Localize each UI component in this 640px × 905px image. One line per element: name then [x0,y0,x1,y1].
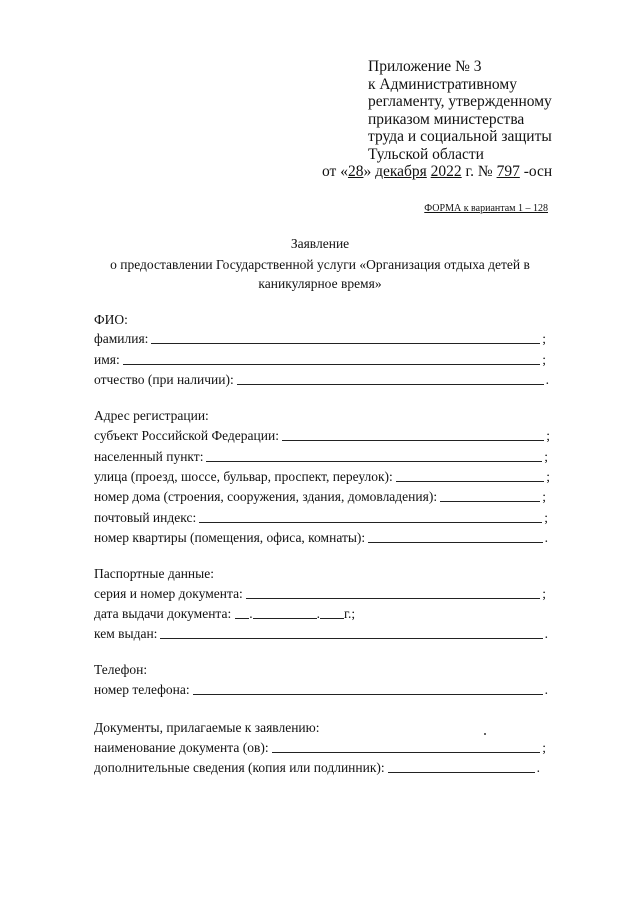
apartment-input-line[interactable] [368,530,542,543]
address-heading: Адрес регистрации: [94,408,209,423]
document-subtitle: о предоставлении Государственной услуги «Организация отдыха детей в [110,257,530,272]
patronymic-field[interactable]: отчество (при наличии): . [94,372,549,387]
order-reference: от «28» декабря 2022 г. № 797 -осн [322,163,553,180]
header-line: Тульской области [368,145,484,163]
documents-heading: Документы, прилагаемые к заявлению: [94,720,320,735]
apartment-field[interactable]: номер квартиры (помещения, офиса, комнаты): . [94,530,548,545]
region-field[interactable]: субъект Российской Федерации: ; [94,428,550,443]
issued-by-input-line[interactable] [160,626,542,639]
additional-info-input-line[interactable] [388,760,535,773]
name-field[interactable]: имя: ; [94,352,546,367]
phone-heading: Телефон: [94,662,148,677]
order-number: 797 [496,163,520,180]
surname-field[interactable]: фамилия: ; [94,331,546,346]
scan-dot [484,733,486,735]
locality-field[interactable]: населенный пункт: ; [94,449,548,464]
header-line: приказом министерства [368,110,525,128]
header-line: регламенту, утвержденному [368,93,552,110]
passport-date-field[interactable]: дата выдачи документа: . . г.; [94,606,356,621]
issued-by-field[interactable]: кем выдан: . [94,626,548,641]
phone-input-line[interactable] [193,682,543,695]
order-year: 2022 [430,163,462,180]
house-input-line[interactable] [440,489,540,502]
header-line: к Административному [368,75,517,93]
header-line: труда и социальной защиты [368,128,552,145]
document-name-input-line[interactable] [272,740,541,753]
region-input-line[interactable] [282,428,544,441]
fio-heading: ФИО: [94,312,128,327]
house-field[interactable]: номер дома (строения, сооружения, здания, домовладения): ; [94,489,546,504]
street-input-line[interactable] [396,469,544,482]
patronymic-input-line[interactable] [237,372,544,385]
date-month-input[interactable] [253,606,317,619]
postcode-field[interactable]: почтовый индекс: ; [94,510,548,525]
name-input-line[interactable] [123,352,541,365]
order-day: 28 [347,163,364,180]
passport-series-input-line[interactable] [246,586,540,599]
passport-heading: Паспортные данные: [94,566,214,581]
document-title: Заявление [290,236,350,251]
order-month: декабря [375,163,427,180]
locality-input-line[interactable] [206,449,542,462]
document-name-field[interactable]: наименование документа (ов): ; [94,740,546,755]
form-variant-note: ФОРМА к вариантам 1 – 128 [424,203,548,214]
postcode-input-line[interactable] [199,510,542,523]
additional-info-field[interactable]: дополнительные сведения (копия или подлинник): . [94,760,540,775]
phone-field[interactable]: номер телефона: . [94,682,548,697]
surname-input-line[interactable] [151,331,540,344]
date-day-input[interactable] [235,606,249,619]
appendix-header [368,58,628,163]
street-field[interactable]: улица (проезд, шоссе, бульвар, проспект, переулок): ; [94,469,550,484]
header-line: Приложение № 3 [368,58,482,75]
date-year-input[interactable] [320,606,344,619]
passport-series-field[interactable]: серия и номер документа: ; [94,586,546,601]
document-subtitle-cont: каникулярное время» [258,276,382,291]
